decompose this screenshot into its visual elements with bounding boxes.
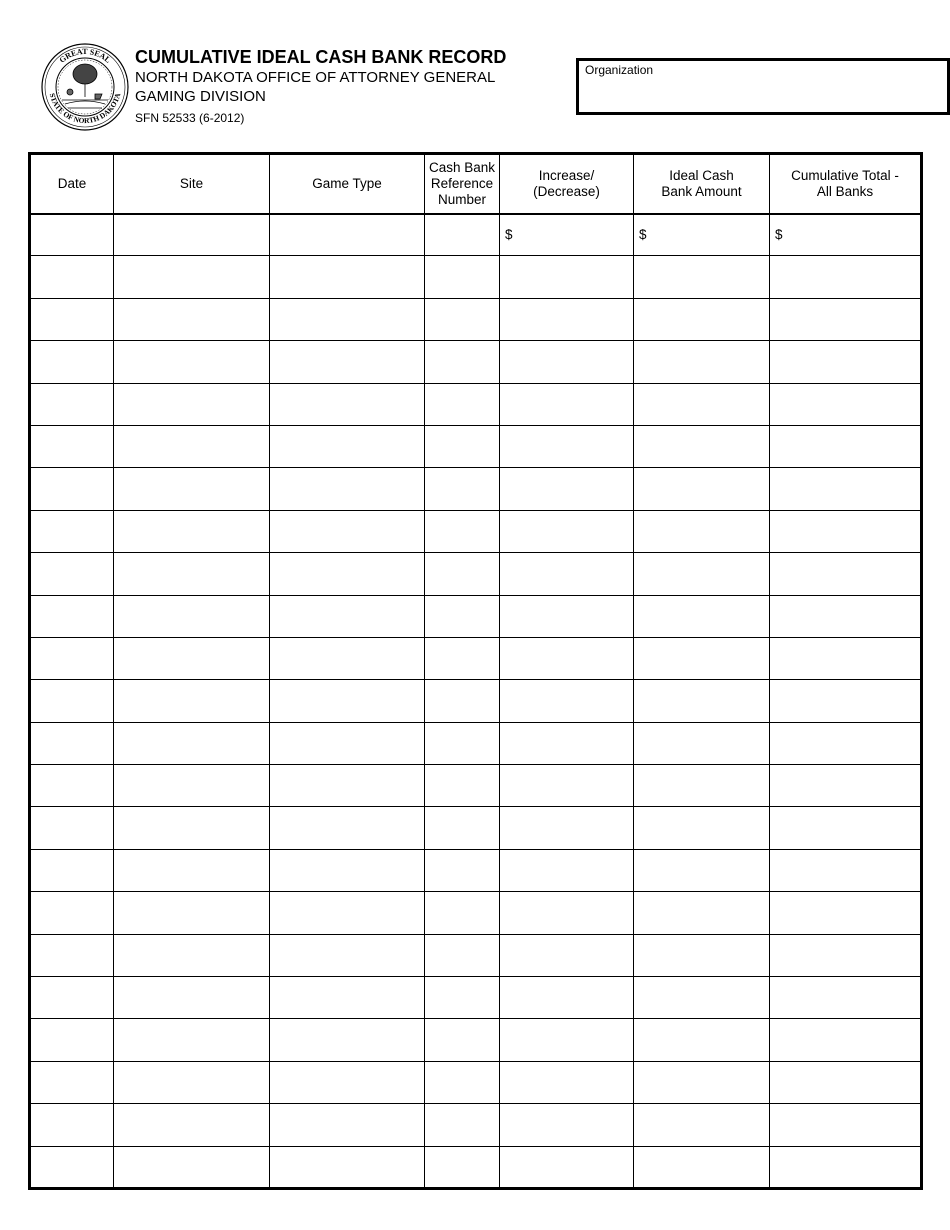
cell-ideal-cash-bank-amount[interactable] — [634, 1061, 770, 1103]
cell-ideal-cash-bank-amount[interactable] — [634, 214, 770, 256]
table-row — [30, 680, 922, 722]
cell-cumulative-total[interactable] — [770, 1019, 922, 1061]
cell-date[interactable] — [30, 637, 114, 679]
table-row — [30, 1104, 922, 1146]
cell-reference-number[interactable] — [425, 1146, 500, 1188]
cell-cumulative-total[interactable] — [770, 977, 922, 1019]
col-site: Site — [114, 154, 270, 214]
cell-ideal-cash-bank-amount[interactable] — [634, 849, 770, 891]
cell-reference-number[interactable] — [425, 298, 500, 340]
cell-site[interactable] — [114, 383, 270, 425]
cell-reference-number[interactable] — [425, 680, 500, 722]
cell-date[interactable] — [30, 468, 114, 510]
cell-increase-decrease[interactable] — [500, 510, 634, 552]
cell-ideal-cash-bank-amount[interactable] — [634, 680, 770, 722]
cell-reference-number[interactable] — [425, 425, 500, 467]
col-cumulative-total: Cumulative Total - All Banks — [770, 154, 922, 214]
col-increase-decrease: Increase/ (Decrease) — [500, 154, 634, 214]
svg-text:GREAT SEAL — [58, 47, 113, 65]
cell-increase-decrease[interactable] — [500, 383, 634, 425]
table-row — [30, 807, 922, 849]
currency-symbol: $ — [639, 227, 647, 243]
cell-game-type[interactable] — [270, 934, 425, 976]
cell-increase-decrease[interactable] — [500, 341, 634, 383]
cell-increase-decrease[interactable] — [500, 680, 634, 722]
cell-site[interactable] — [114, 425, 270, 467]
cell-cumulative-total[interactable] — [770, 849, 922, 891]
cell-date[interactable] — [30, 1146, 114, 1188]
cell-reference-number[interactable] — [425, 849, 500, 891]
col-reference-number: Cash Bank Reference Number — [425, 154, 500, 214]
cell-date[interactable] — [30, 256, 114, 298]
cell-game-type[interactable] — [270, 637, 425, 679]
cell-reference-number[interactable] — [425, 765, 500, 807]
cell-reference-number[interactable] — [425, 637, 500, 679]
cell-game-type[interactable] — [270, 849, 425, 891]
cell-date[interactable] — [30, 298, 114, 340]
cell-site[interactable] — [114, 1104, 270, 1146]
col-ideal-cash-bank-amount: Ideal Cash Bank Amount — [634, 154, 770, 214]
cell-reference-number[interactable] — [425, 977, 500, 1019]
cell-reference-number[interactable] — [425, 256, 500, 298]
cell-cumulative-total[interactable] — [770, 765, 922, 807]
cell-reference-number[interactable] — [425, 553, 500, 595]
cell-cumulative-total[interactable] — [770, 807, 922, 849]
cell-ideal-cash-bank-amount[interactable] — [634, 934, 770, 976]
cell-cumulative-total[interactable] — [770, 722, 922, 764]
cell-cumulative-total[interactable] — [770, 892, 922, 934]
cell-game-type[interactable] — [270, 1061, 425, 1103]
cell-reference-number[interactable] — [425, 1019, 500, 1061]
col-date: Date — [30, 154, 114, 214]
cell-site[interactable] — [114, 849, 270, 891]
division-name: GAMING DIVISION — [135, 88, 266, 105]
cell-increase-decrease[interactable] — [500, 553, 634, 595]
cell-date[interactable] — [30, 807, 114, 849]
cell-date[interactable] — [30, 341, 114, 383]
cell-increase-decrease[interactable] — [500, 595, 634, 637]
table-row — [30, 383, 922, 425]
cell-date[interactable] — [30, 977, 114, 1019]
cell-cumulative-total[interactable] — [770, 680, 922, 722]
cell-increase-decrease[interactable] — [500, 934, 634, 976]
organization-label: Organization — [585, 63, 654, 77]
cell-game-type[interactable] — [270, 1104, 425, 1146]
cell-site[interactable] — [114, 892, 270, 934]
cell-cumulative-total[interactable] — [770, 214, 922, 256]
cell-site[interactable] — [114, 765, 270, 807]
table-row — [30, 849, 922, 891]
cell-game-type[interactable] — [270, 256, 425, 298]
cell-ideal-cash-bank-amount[interactable] — [634, 468, 770, 510]
cell-ideal-cash-bank-amount[interactable] — [634, 298, 770, 340]
cell-cumulative-total[interactable] — [770, 298, 922, 340]
seal-bottom-text: STATE OF NORTH DAKOTA — [47, 92, 123, 126]
cell-game-type[interactable] — [270, 553, 425, 595]
table-row — [30, 595, 922, 637]
cell-ideal-cash-bank-amount[interactable] — [634, 977, 770, 1019]
cell-cumulative-total[interactable] — [770, 1061, 922, 1103]
table-row — [30, 256, 922, 298]
cell-site[interactable] — [114, 977, 270, 1019]
cell-game-type[interactable] — [270, 425, 425, 467]
form-number: SFN 52533 (6-2012) — [135, 111, 245, 125]
cell-ideal-cash-bank-amount[interactable] — [634, 256, 770, 298]
table-row — [30, 214, 922, 256]
currency-symbol: $ — [505, 227, 513, 243]
state-seal — [40, 42, 130, 132]
header-row — [30, 154, 922, 214]
cell-increase-decrease[interactable] — [500, 256, 634, 298]
cell-cumulative-total[interactable] — [770, 1146, 922, 1188]
cell-site[interactable] — [114, 468, 270, 510]
form-title: CUMULATIVE IDEAL CASH BANK RECORD — [135, 47, 507, 67]
cell-site[interactable] — [114, 214, 270, 256]
cell-game-type[interactable] — [270, 298, 425, 340]
cell-reference-number[interactable] — [425, 383, 500, 425]
cell-site[interactable] — [114, 256, 270, 298]
cell-reference-number[interactable] — [425, 892, 500, 934]
col-game-type: Game Type — [270, 154, 425, 214]
cell-site[interactable] — [114, 934, 270, 976]
cell-ideal-cash-bank-amount[interactable] — [634, 1104, 770, 1146]
cell-reference-number[interactable] — [425, 214, 500, 256]
cell-game-type[interactable] — [270, 1146, 425, 1188]
cell-reference-number[interactable] — [425, 934, 500, 976]
cell-ideal-cash-bank-amount[interactable] — [634, 1019, 770, 1061]
cell-game-type[interactable] — [270, 468, 425, 510]
cell-ideal-cash-bank-amount[interactable] — [634, 553, 770, 595]
table-row — [30, 510, 922, 552]
cell-site[interactable] — [114, 553, 270, 595]
cell-increase-decrease[interactable] — [500, 807, 634, 849]
cell-game-type[interactable] — [270, 680, 425, 722]
cell-ideal-cash-bank-amount[interactable] — [634, 510, 770, 552]
table-row — [30, 892, 922, 934]
cell-cumulative-total[interactable] — [770, 1104, 922, 1146]
cell-date[interactable] — [30, 680, 114, 722]
cell-site[interactable] — [114, 680, 270, 722]
cell-increase-decrease[interactable] — [500, 977, 634, 1019]
cell-date[interactable] — [30, 849, 114, 891]
table-row — [30, 1061, 922, 1103]
cell-game-type[interactable] — [270, 807, 425, 849]
table-row — [30, 425, 922, 467]
table-row — [30, 1019, 922, 1061]
table-row — [30, 722, 922, 764]
cell-increase-decrease[interactable] — [500, 722, 634, 764]
cell-cumulative-total[interactable] — [770, 341, 922, 383]
cell-cumulative-total[interactable] — [770, 383, 922, 425]
cell-increase-decrease[interactable] — [500, 637, 634, 679]
cell-ideal-cash-bank-amount[interactable] — [634, 637, 770, 679]
cell-date[interactable] — [30, 214, 114, 256]
cell-increase-decrease[interactable] — [500, 1019, 634, 1061]
agency-name: NORTH DAKOTA OFFICE OF ATTORNEY GENERAL — [135, 69, 496, 86]
cell-site[interactable] — [114, 722, 270, 764]
cell-site[interactable] — [114, 341, 270, 383]
cell-date[interactable] — [30, 595, 114, 637]
cell-ideal-cash-bank-amount[interactable] — [634, 892, 770, 934]
cell-site[interactable] — [114, 1146, 270, 1188]
cell-game-type[interactable] — [270, 595, 425, 637]
cell-increase-decrease[interactable] — [500, 1104, 634, 1146]
cell-reference-number[interactable] — [425, 341, 500, 383]
cell-reference-number[interactable] — [425, 468, 500, 510]
cell-date[interactable] — [30, 383, 114, 425]
currency-symbol: $ — [775, 227, 783, 243]
cell-game-type[interactable] — [270, 765, 425, 807]
cell-cumulative-total[interactable] — [770, 637, 922, 679]
cell-ideal-cash-bank-amount[interactable] — [634, 341, 770, 383]
cell-reference-number[interactable] — [425, 595, 500, 637]
cell-cumulative-total[interactable] — [770, 468, 922, 510]
cell-reference-number[interactable] — [425, 807, 500, 849]
cell-cumulative-total[interactable] — [770, 553, 922, 595]
title-block — [135, 46, 506, 126]
cell-cumulative-total[interactable] — [770, 934, 922, 976]
table-row — [30, 468, 922, 510]
cell-increase-decrease[interactable] — [500, 765, 634, 807]
cell-ideal-cash-bank-amount[interactable] — [634, 425, 770, 467]
cell-site[interactable] — [114, 510, 270, 552]
table-row — [30, 765, 922, 807]
cell-game-type[interactable] — [270, 977, 425, 1019]
cell-increase-decrease[interactable] — [500, 425, 634, 467]
cell-date[interactable] — [30, 1019, 114, 1061]
cell-reference-number[interactable] — [425, 1104, 500, 1146]
cell-game-type[interactable] — [270, 1019, 425, 1061]
table-row — [30, 977, 922, 1019]
table-row — [30, 298, 922, 340]
cell-game-type[interactable] — [270, 383, 425, 425]
cell-site[interactable] — [114, 595, 270, 637]
cell-increase-decrease[interactable] — [500, 1146, 634, 1188]
cell-date[interactable] — [30, 510, 114, 552]
cell-increase-decrease[interactable] — [500, 849, 634, 891]
seal-top-text: GREAT SEAL — [57, 46, 113, 65]
cell-increase-decrease[interactable] — [500, 892, 634, 934]
cell-ideal-cash-bank-amount[interactable] — [634, 722, 770, 764]
cell-cumulative-total[interactable] — [770, 256, 922, 298]
cell-ideal-cash-bank-amount[interactable] — [634, 1146, 770, 1188]
cell-game-type[interactable] — [270, 510, 425, 552]
cell-date[interactable] — [30, 722, 114, 764]
cell-site[interactable] — [114, 637, 270, 679]
cell-site[interactable] — [114, 1019, 270, 1061]
table-row — [30, 1146, 922, 1188]
cell-reference-number[interactable] — [425, 722, 500, 764]
cell-increase-decrease[interactable] — [500, 1061, 634, 1103]
cash-bank-record-table — [28, 152, 923, 1190]
cell-cumulative-total[interactable] — [770, 425, 922, 467]
cell-game-type[interactable] — [270, 892, 425, 934]
cell-site[interactable] — [114, 1061, 270, 1103]
cell-date[interactable] — [30, 892, 114, 934]
cell-reference-number[interactable] — [425, 1061, 500, 1103]
cell-date[interactable] — [30, 765, 114, 807]
cell-cumulative-total[interactable] — [770, 510, 922, 552]
cell-ideal-cash-bank-amount[interactable] — [634, 383, 770, 425]
cell-date[interactable] — [30, 425, 114, 467]
cell-game-type[interactable] — [270, 341, 425, 383]
cell-ideal-cash-bank-amount[interactable] — [634, 765, 770, 807]
cell-date[interactable] — [30, 934, 114, 976]
cell-reference-number[interactable] — [425, 510, 500, 552]
cell-site[interactable] — [114, 807, 270, 849]
cell-date[interactable] — [30, 553, 114, 595]
cell-game-type[interactable] — [270, 722, 425, 764]
cell-increase-decrease[interactable] — [500, 298, 634, 340]
table-row — [30, 637, 922, 679]
cell-ideal-cash-bank-amount[interactable] — [634, 595, 770, 637]
cell-cumulative-total[interactable] — [770, 595, 922, 637]
cell-increase-decrease[interactable] — [500, 468, 634, 510]
cell-increase-decrease[interactable] — [500, 214, 634, 256]
table-row — [30, 934, 922, 976]
cell-site[interactable] — [114, 298, 270, 340]
cell-game-type[interactable] — [270, 214, 425, 256]
cell-date[interactable] — [30, 1104, 114, 1146]
organization-field[interactable] — [576, 58, 950, 115]
table-row — [30, 553, 922, 595]
cell-ideal-cash-bank-amount[interactable] — [634, 807, 770, 849]
cell-date[interactable] — [30, 1061, 114, 1103]
table-row — [30, 341, 922, 383]
